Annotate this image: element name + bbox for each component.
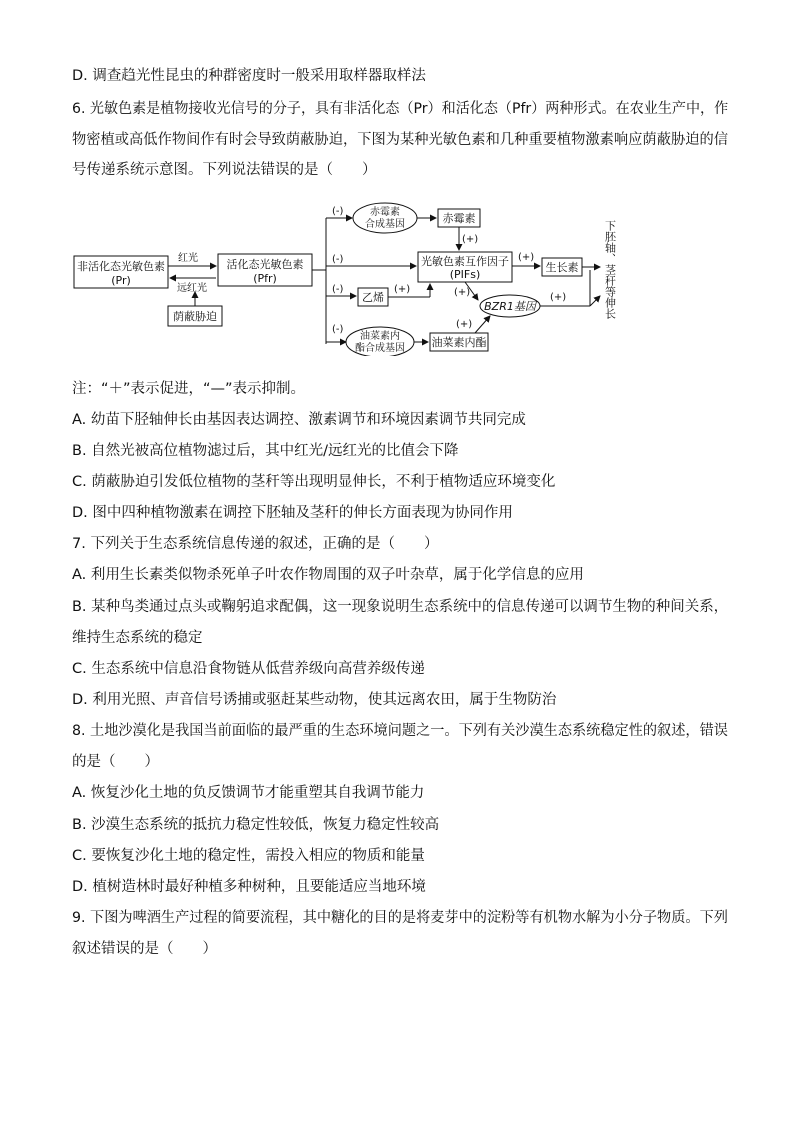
plus-auxin: (+)	[518, 252, 535, 263]
pfr-sub-label: (Pfr)	[253, 272, 277, 285]
q8-option-b: B. 沙漠生态系统的抵抗力稳定性较低，恢复力稳定性较高	[72, 817, 440, 833]
minus-pifs: (-)	[332, 254, 344, 265]
plus-ga: (+)	[462, 234, 479, 245]
result-label: 下胚轴、茎秆等伸长	[603, 220, 617, 319]
q6-note: 注：“＋”表示促进，“—”表示抑制。	[72, 381, 306, 397]
q6-option-b: B. 自然光被高位植物滤过后，其中红光/远红光的比值会下降	[72, 443, 459, 459]
q6-option-c: C. 荫蔽胁迫引发低位植物的茎秆等出现明显伸长，不利于植物适应环境变化	[72, 474, 556, 490]
ga-label: 赤霉素	[442, 212, 476, 225]
plus-ethylene: (+)	[394, 284, 411, 295]
q6-option-d: D. 图中四种植物激素在调控下胚轴及茎秆的伸长方面表现为协同作用	[72, 505, 513, 521]
plus-bzr: (+)	[454, 287, 471, 298]
q8-option-d: D. 植树造林时最好种植多种树种，且要能适应当地环境	[72, 879, 426, 895]
q7-option-d: D. 利用光照、声音信号诱捕或驱赶某些动物，使其远离农田，属于生物防治	[72, 692, 557, 708]
signal-diagram	[70, 196, 630, 356]
minus-ethylene: (-)	[332, 284, 344, 295]
q5-option-d: D. 调查趋光性昆虫的种群密度时一般采用取样器取样法	[72, 68, 426, 84]
br-label: 油菜素内酯	[431, 336, 487, 349]
q8-stem-line1: 8. 土地沙漠化是我国当前面临的最严重的生态环境问题之一。下列有关沙漠生态系统稳定性的叙述，错误	[72, 723, 728, 739]
minus-br-gene: (-)	[332, 324, 344, 335]
q6-stem-line3: 号传递系统示意图。下列说法错误的是（ ）	[72, 162, 377, 178]
q7-option-a: A. 利用生长素类似物杀死单子叶农作物周围的双子叶杂草，属于化学信息的应用	[72, 567, 584, 583]
pifs-label-1: 光敏色素互作因子	[421, 255, 509, 268]
q8-stem-line2: 的是（ ）	[72, 754, 159, 770]
red-light-label: 红光	[178, 253, 198, 264]
pifs-label-2: (PIFs)	[449, 268, 481, 281]
q7-stem: 7. 下列关于生态系统信息传递的叙述，正确的是（ ）	[72, 536, 439, 552]
minus-ga-gene: (-)	[332, 206, 344, 217]
ga-gene-label-2: 合成基因	[365, 219, 405, 230]
q8-option-a: A. 恢复沙化土地的负反馈调节才能重塑其自我调节能力	[72, 785, 425, 801]
q8-option-c: C. 要恢复沙化土地的稳定性，需投入相应的物质和能量	[72, 848, 425, 864]
q6-stem-line1: 6. 光敏色素是植物接收光信号的分子，具有非活化态（Pr）和活化态（Pfr）两种形式。在农业生产中，作	[72, 101, 729, 117]
auxin-label: 生长素	[545, 261, 579, 274]
pr-sub-label: (Pr)	[111, 274, 131, 287]
q6-option-a: A. 幼苗下胫轴伸长由基因表达调控、激素调节和环境因素调节共同完成	[72, 412, 526, 428]
far-red-label: 远红光	[177, 283, 207, 294]
q7-option-b-line2: 维持生态系统的稳定	[72, 630, 203, 646]
plus-bzr-out: (+)	[550, 292, 567, 303]
q6-stem-line2: 物密植或高低作物间作有时会导致荫蔽胁迫，下图为某种光敏色素和几种重要植物激素响应荫蔽胁迫的信	[72, 132, 728, 148]
q7-option-b-line1: B. 某种鸟类通过点头或鞠躬追求配偶，这一现象说明生态系统中的信息传递可以调节生物的种间关系，	[72, 599, 729, 615]
ethylene-label: 乙烯	[362, 291, 384, 304]
bzr-label: BZR1基因	[484, 300, 536, 313]
br-gene-label-2: 酯合成基因	[355, 343, 405, 354]
q9-stem-line2: 叙述错误的是（ ）	[72, 941, 217, 957]
shade-stress-label: 荫蔽胁迫	[173, 310, 217, 323]
pr-label: 非活化态光敏色素	[77, 260, 165, 273]
plus-br: (+)	[456, 319, 473, 330]
q7-option-c: C. 生态系统中信息沿食物链从低营养级向高营养级传递	[72, 661, 425, 677]
br-gene-label-1: 油菜素内	[360, 331, 400, 342]
q9-stem-line1: 9. 下图为啤酒生产过程的简要流程，其中糖化的目的是将麦芽中的淀粉等有机物水解为小分子物质。下列	[72, 910, 728, 926]
ga-gene-label-1: 赤霉素	[370, 207, 400, 218]
pfr-label: 活化态光敏色素	[226, 258, 304, 271]
